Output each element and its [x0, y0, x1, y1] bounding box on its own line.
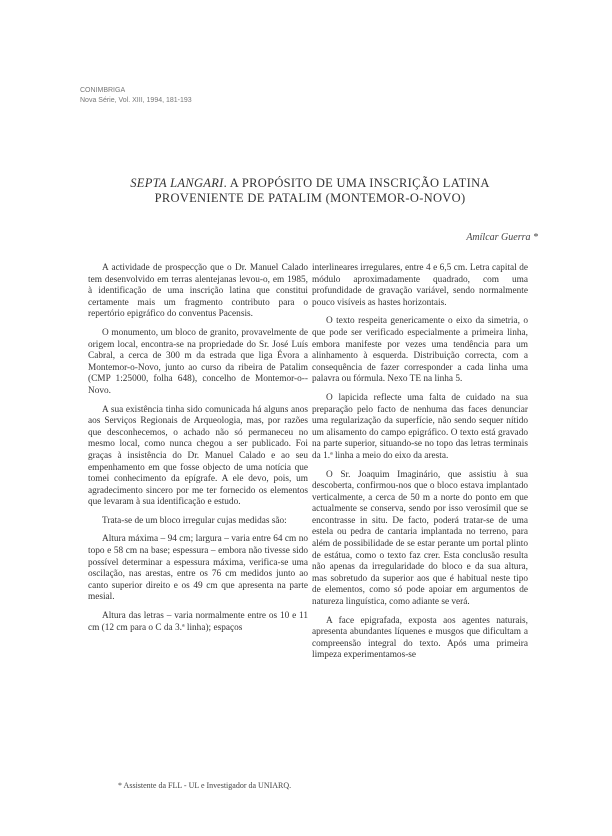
title-italic: SEPTA LANGARI: [130, 176, 224, 190]
paragraph: O Sr. Joaquim Imaginário, que assistiu à sua descoberta, confirmou-nos que o bloco estava implantado verticalmente, a cerca de 50 m a norte do ponto em que actualmente se conserva, sendo por isso verosímil que se encontrasse in situ. De facto, poderá tratar-se de uma estela ou pedra de cantaria implantada no terreno, para além de possibilidade de se estar perante um portal plinto de estátua, como o texto faz crer. Esta conclusão resulta não apenas da irregularidade do bloco e da sua altura, mas sobretudo da superior aos que é habitual neste tipo de elementos, como só pode apoiar em argumentos de natureza linguística, como adiante se verá.: [312, 469, 528, 608]
paragraph: Trata-se de um bloco irregular cujas medidas são:: [102, 515, 287, 526]
title-line-1-rest: . A PROPÓSITO DE UMA INSCRIÇÃO LATINA: [223, 176, 490, 190]
paragraph: Altura das letras – varia normalmente entre os 10 e 11 cm (12 cm para o C da 3.ª linha); espaços: [88, 611, 308, 633]
paragraph: O texto respeita genericamente o eixo da simetria, o que pode ser verificado especialmente a primeira linha, embora manifeste por vezes uma tendência para um alinhamento à esquerda. Distribuição correcta, com a consequência de fazer corresponder a cada linha uma palavra ou fórmula. Nexo TE na linha 5.: [312, 316, 528, 385]
left-column: [88, 263, 308, 641]
paragraph: A face epigrafada, exposta aos agentes naturais, apresenta abundantes líquenes e musgos que dificultam a compreensão integral do texto. Após uma primeira limpeza experimentamos-se: [312, 615, 528, 661]
paragraph: O lapicida reflecte uma falta de cuidado na sua preparação pelo facto de nenhuma das faces denunciar uma regularização da superfície, não sendo sequer nítido um alisamento do campo epigráfico. O texto está gravado na parte superior, situando-se no topo das letras terminais da 1.ª linha a meio do eixo da aresta.: [312, 392, 528, 461]
paragraph: interlineares irregulares, entre 4 e 6,5 cm. Letra capital de módulo aproximadamente quadrado, com uma profundidade de gravação variável, sendo normalmente pouco visíveis as hastes horizontais.: [312, 263, 528, 308]
title-line-2: PROVENIENTE DE PATALIM (MONTEMOR-O-NOVO): [154, 191, 466, 205]
author: Amílcar Guerra *: [466, 232, 538, 243]
journal-header: [80, 86, 192, 106]
title-line-1: [60, 176, 560, 191]
journal-name: CONIMBRIGA: [80, 87, 126, 94]
right-column: [312, 263, 528, 669]
paragraph: A actividade de prospecção que o Dr. Manuel Calado tem desenvolvido em terras alentejanas levou-o, em 1985, à identificação de uma inscrição latina que constitui certamente mais um fragmento contributo para o repertório epigráfico do conventus Pacensis.: [88, 263, 308, 320]
footnote: * Assistente da FLL - UL e Investigador da UNIARQ.: [118, 781, 292, 790]
paragraph: Altura máxima – 94 cm; largura – varia entre 64 cm no topo e 58 cm na base; espessura – embora não tivesse sido possível determinar a espessura máxima, verifica-se uma oscilação, nas arestas, entre os 76 cm medidos junto ao canto superior direito e os 49 cm que apresenta na parte mesial.: [88, 534, 308, 603]
paragraph: A sua existência tinha sido comunicada há alguns anos aos Serviços Regionais de Arqueologia, mas, por razões que desconhecemos, o achado não só permaneceu no mesmo local, como nunca chegou a ser publicado. Foi graças à insistência do Dr. Manuel Calado e ao seu empenhamento em que fosse objecto de uma notícia que tomei conhecimento da epígrafe. A ele devo, pois, um agradecimento sincero por me ter fornecido os elementos que levaram à sua identificação e estudo.: [88, 404, 308, 508]
article-title: [60, 176, 560, 206]
paragraph: O monumento, um bloco de granito, provavelmente de origem local, encontra-se na propriedade do Sr. José Luís Cabral, a cerca de 300 m da estrada que liga Évora a Montemor-o-Novo, junto ao curso da ribeira de Patalim (CMP 1:25000, folha 648), concelho de Montemor-o--Novo.: [88, 327, 308, 396]
journal-volume: Nova Série, Vol. XIII, 1994, 181-193: [80, 97, 192, 104]
